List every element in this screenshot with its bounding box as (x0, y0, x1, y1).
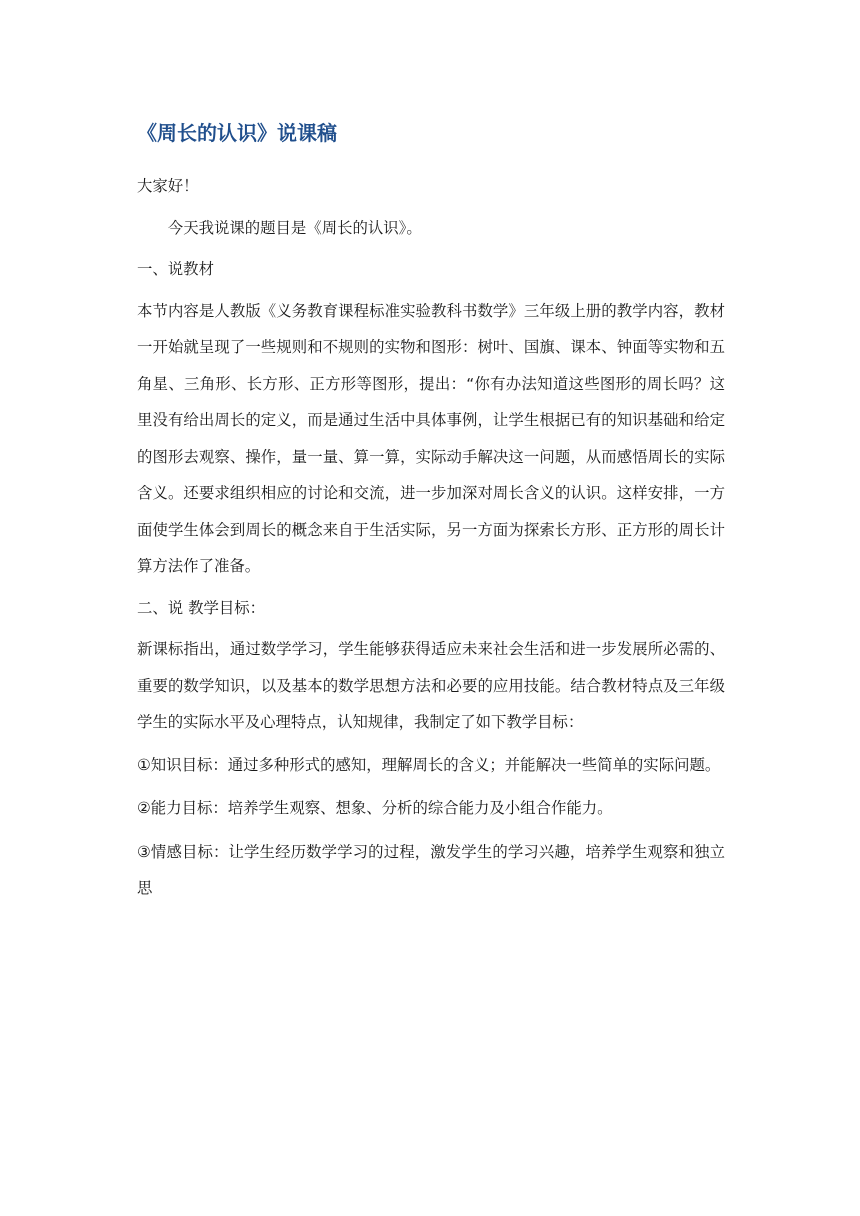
section-heading-teaching-goals: 二、说 教学目标： (137, 598, 266, 617)
goal-knowledge: ①知识目标：通过多种形式的感知，理解周长的含义；并能解决一些简单的实际问题。 (137, 755, 721, 774)
document-body (137, 118, 725, 907)
greeting-paragraph: 大家好！ (137, 177, 199, 195)
teaching-material-paragraph: 本节内容是人教版《义务教育课程标准实验教科书数学》三年级上册的教学内容，教材一开始就呈现了一些规则和不规则的实物和图形：树叶、国旗、课本、钟面等实物和五角星、三角形、长方形、正方形等图形，提出：“你有办法知道这些图形的周长吗？这里没有给出周长的定义，而是通过生活中具体事例，让学生根据已有的知识基础和给定的图形去观察、操作，量一量、算一算，实际动手解决这一问题，从而感悟周长的实际含义。还要求组织相应的讨论和交流，进一步加深对周长含义的认识。这样安排，一方面使学生体会到周长的概念来自于生活实际，另一方面为探索长方形、正方形的周长计算方法作了准备。 (137, 301, 725, 575)
section-heading-teaching-material: 一、说教材 (137, 260, 214, 278)
document-title: 《周长的认识》说课稿 (137, 121, 337, 145)
intro-paragraph: 今天我说课的题目是《周长的认识》。 (167, 218, 422, 237)
goal-emotion: ③情感目标：让学生经历数学学习的过程，激发学生的学习兴趣，培养学生观察和独立思 (137, 842, 725, 897)
teaching-goals-paragraph: 新课标指出，通过数学学习，学生能够获得适应未来社会生活和进一步发展所必需的、重要的数学知识，以及基本的数学思想方法和必要的应用技能。结合教材特点及三年级学生的实际水平及心理特点，认知规律，我制定了如下教学目标： (137, 640, 725, 731)
goal-ability: ②能力目标：培养学生观察、想象、分析的综合能力及小组合作能力。 (137, 799, 613, 817)
